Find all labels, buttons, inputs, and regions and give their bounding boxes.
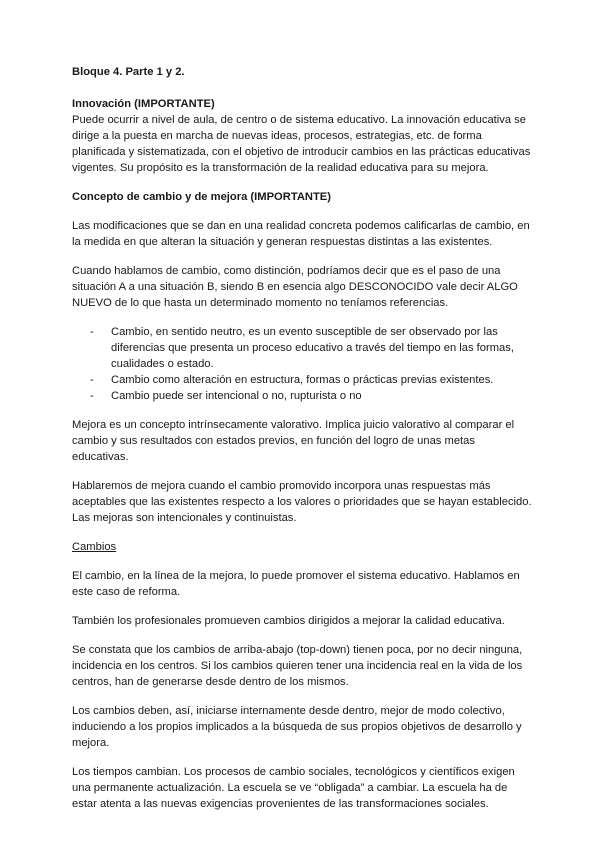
concepto-paragraph-1: Las modificaciones que se dan en una realidad concreta podemos calificarlas de cambio, en la medida en que alteran la situación y generan respuestas distintas a las existentes.	[72, 220, 530, 248]
concepto-paragraph-2: Cuando hablamos de cambio, como distinción, podríamos decir que es el paso de una situación A a una situación B, siendo B en esencia algo DESCONOCIDO vale decir ALGO NUEVO de lo que hasta un determinado momento no teníamos referencias.	[72, 265, 518, 309]
innovacion-paragraph: Puede ocurrir a nivel de aula, de centro o de sistema educativo. La innovación educativa se dirige a la puesta en marcha de nuevas ideas, procesos, estrategias, etc. de forma planificada y sistematizada, con el objetivo de introducir cambios en las prácticas educativas vigentes. Su propósito es la transformación de la realidad educativa para su mejora.	[72, 114, 531, 174]
dash-bullet: -	[90, 326, 94, 338]
concepto-paragraph-3: Mejora es un concepto intrínsecamente valorativo. Implica juicio valorativo al comparar el cambio y sus resultados con estados previos, en función del logro de unas metas educativas.	[72, 419, 515, 463]
list-item	[90, 324, 532, 372]
concepto-paragraph-4: Hablaremos de mejora cuando el cambio promovido incorpora unas respuestas más aceptables que las existentes respecto a los valores o prioridades que se hayan establecido. Las mejoras son intencionales y continuistas.	[72, 480, 532, 524]
dash-bullet: -	[90, 390, 94, 402]
cambios-paragraph-4: Los cambios deben, así, iniciarse internamente desde dentro, mejor de modo colectivo, induciendo a los propios implicados a la búsqueda de sus propios objetivos de desarrollo y mejora.	[72, 705, 522, 749]
list-item-text: Cambio como alteración en estructura, formas o prácticas previas existentes.	[111, 374, 494, 386]
document-title: Bloque 4. Parte 1 y 2.	[72, 66, 185, 78]
cambios-paragraph-5: Los tiempos cambian. Los procesos de cambio sociales, tecnológicos y científicos exigen una permanente actualización. La escuela se ve “obligada” a cambiar. La escuela ha de estar atenta a las nuevas exigencias provenientes de las transformaciones sociales.	[72, 766, 515, 810]
list-item	[90, 388, 532, 404]
cambio-bullet-list	[72, 324, 532, 404]
list-item	[90, 372, 532, 388]
list-item-text: Cambio, en sentido neutro, es un evento susceptible de ser observado por las diferencias que presenta un proceso educativo a través del tiempo en las formas, cualidades o estado.	[111, 326, 514, 370]
cambios-heading: Cambios	[72, 541, 117, 553]
list-item-text: Cambio puede ser intencional o no, rupturista o no	[111, 390, 362, 402]
dash-bullet: -	[90, 374, 94, 386]
innovacion-heading: Innovación (IMPORTANTE)	[72, 98, 215, 110]
cambios-paragraph-2: También los profesionales promueven cambios dirigidos a mejorar la calidad educativa.	[72, 615, 505, 627]
concepto-heading: Concepto de cambio y de mejora (IMPORTANTE)	[72, 191, 331, 203]
cambios-paragraph-3: Se constata que los cambios de arriba-abajo (top-down) tienen poca, por no decir ninguna, incidencia en los centros. Si los cambios quieren tener una incidencia real en la vida de los centros, han de generarse desde dentro de los mismos.	[72, 644, 523, 688]
document-page	[72, 64, 532, 825]
cambios-paragraph-1: El cambio, en la línea de la mejora, lo puede promover el sistema educativo. Hablamos en este caso de reforma.	[72, 570, 520, 598]
